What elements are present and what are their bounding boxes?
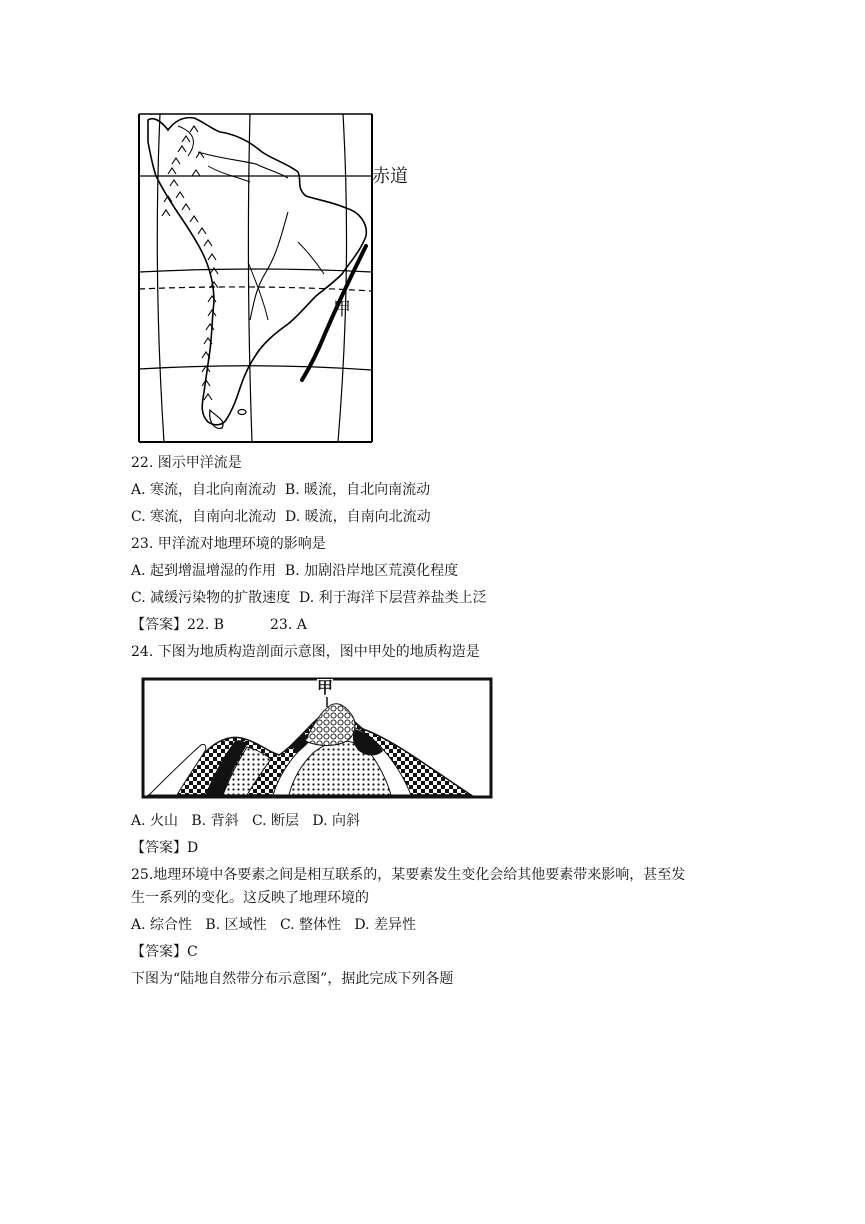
answer-value: D <box>187 840 199 856</box>
answer-bracket: 【答案】 <box>131 840 187 856</box>
question-22-options-row2 <box>131 507 431 527</box>
option-a: A. 综合性 <box>131 917 193 933</box>
option-b: B. 加剧沿岸地区荒漠化程度 <box>284 563 459 579</box>
current-label: 甲 <box>333 299 351 320</box>
answer-value: C <box>187 944 198 960</box>
question-25-stem-line1: 25.地理环境中各要素之间是相互联系的，某要素发生变化会给其他要素带来影响，甚至发 <box>131 867 686 883</box>
option-d: D. 向斜 <box>312 813 361 829</box>
option-a: A. 火山 <box>131 813 179 829</box>
option-c: C. 寒流，自南向北流动 <box>131 509 277 525</box>
question-24-options <box>131 811 360 831</box>
answer-25 <box>131 942 198 962</box>
option-c: C. 整体性 <box>279 917 342 933</box>
cross-section-label: 甲 <box>317 678 334 697</box>
question-22-stem: 22. 图示甲洋流是 <box>131 455 242 471</box>
question-25-stem-line2: 生一系列的变化。这反映了地理环境的 <box>131 890 369 906</box>
geologic-cross-section <box>141 677 493 799</box>
answer-bracket: 【答案】 <box>131 944 187 960</box>
option-b: B. 区域性 <box>205 917 267 933</box>
question-22-options-row1 <box>131 480 430 500</box>
answer-23: 23. A <box>270 617 307 633</box>
question-24-stem: 24. 下图为地质构造剖面示意图，图中甲处的地质构造是 <box>131 644 480 660</box>
question-23-options-row2 <box>131 588 487 608</box>
option-d: D. 差异性 <box>354 917 417 933</box>
option-d: D. 暖流，自南向北流动 <box>285 509 431 525</box>
answer-bracket: 【答案】 <box>131 617 187 633</box>
option-a: A. 寒流，自北向南流动 <box>131 482 277 498</box>
answer-22-23 <box>131 615 307 635</box>
option-a: A. 起到增温增湿的作用 <box>131 563 277 579</box>
option-c: C. 断层 <box>251 813 300 829</box>
equator-label: 赤道 <box>372 166 408 187</box>
option-d: D. 利于海洋下层营养盐类上泛 <box>299 590 487 606</box>
option-b: B. 暖流，自北向南流动 <box>284 482 431 498</box>
option-b: B. 背斜 <box>191 813 239 829</box>
question-23-stem: 23. 甲洋流对地理环境的影响是 <box>131 536 326 552</box>
answer-22: 22. B <box>187 617 225 633</box>
question-25-options <box>131 915 416 935</box>
next-section-intro: 下图为“陆地自然带分布示意图”，据此完成下列各题 <box>131 971 454 987</box>
question-23-options-row1 <box>131 561 458 581</box>
south-america-map <box>138 112 418 444</box>
answer-24 <box>131 838 198 858</box>
option-c: C. 减缓污染物的扩散速度 <box>131 590 291 606</box>
